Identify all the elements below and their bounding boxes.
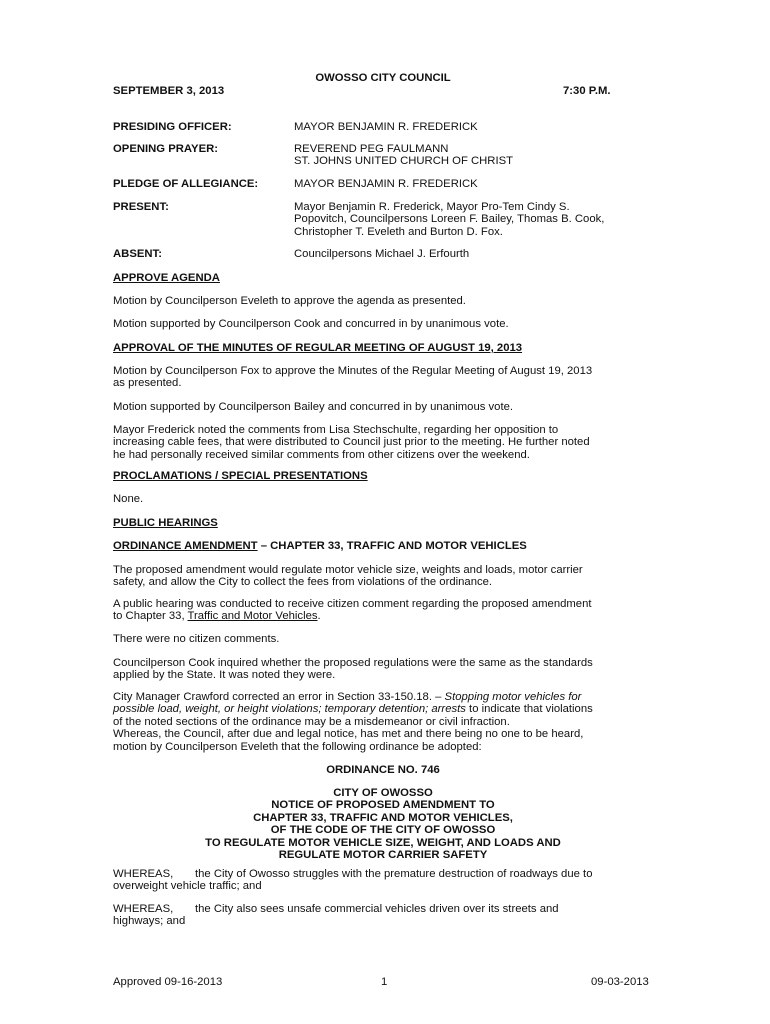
footer-approved: Approved 09-16-2013 — [113, 976, 223, 988]
opening-prayer-value — [294, 143, 654, 168]
text-line: increasing cable fees, that were distributed to Council just prior to the meeting. He further noted — [113, 436, 590, 449]
ordinance-title-line: TO REGULATE MOTOR VEHICLE SIZE, WEIGHT, AND LOADS AND — [205, 836, 561, 849]
agenda-motion: Motion by Councilperson Eveleth to approve the agenda as presented. — [113, 295, 466, 307]
whereas-label: WHEREAS, — [113, 903, 174, 915]
presiding-officer-value: MAYOR BENJAMIN R. FREDERICK — [294, 121, 478, 133]
opening-prayer-line: REVEREND PEG FAULMANN — [294, 143, 449, 155]
text-line — [113, 691, 653, 703]
text-line: overweight vehicle traffic; and — [113, 880, 262, 893]
present-line: Christopher T. Eveleth and Burton D. Fox. — [294, 225, 503, 238]
present-value — [294, 201, 654, 238]
text-line: The proposed amendment would regulate motor vehicle size, weights and loads, motor carrier — [113, 564, 583, 576]
section-title-italic: Stopping motor vehicles for — [444, 691, 582, 703]
public-hearings-heading: PUBLIC HEARINGS — [113, 517, 218, 529]
text-line — [113, 610, 653, 622]
text-line: A public hearing was conducted to receive citizen comment regarding the proposed amendment — [113, 598, 592, 610]
document-title: OWOSSO CITY COUNCIL — [315, 72, 451, 84]
ordinance-amendment-label: ORDINANCE AMENDMENT — [113, 540, 258, 552]
opening-prayer-label: OPENING PRAYER: — [113, 143, 219, 155]
ordinance-amendment-subject: – CHAPTER 33, TRAFFIC AND MOTOR VEHICLES — [257, 540, 527, 552]
minutes-comments — [113, 424, 653, 461]
ordinance-title-line: NOTICE OF PROPOSED AMENDMENT TO — [271, 799, 495, 812]
present-line: Mayor Benjamin R. Frederick, Mayor Pro-Tem Cindy S. — [294, 201, 570, 213]
ordinance-number: ORDINANCE NO. 746 — [326, 764, 440, 776]
text-span: the City also sees unsafe commercial vehicles driven over its streets and — [195, 903, 559, 915]
pledge-label: PLEDGE OF ALLEGIANCE: — [113, 178, 259, 190]
text-line: Motion by Councilperson Fox to approve the Minutes of the Regular Meeting of August 19, 2013 — [113, 365, 593, 377]
text-span: . — [317, 610, 321, 623]
present-line: Popovitch, Councilpersons Loreen F. Bailey, Thomas B. Cook, — [294, 213, 605, 226]
ordinance-title-line: REGULATE MOTOR CARRIER SAFETY — [278, 849, 488, 862]
presiding-officer-label: PRESIDING OFFICER: — [113, 121, 232, 133]
text-line: motion by Councilperson Eveleth that the following ordinance be adopted: — [113, 740, 482, 753]
text-span: the City of Owosso struggles with the premature destruction of roadways due to — [195, 868, 593, 880]
text-line — [113, 868, 653, 880]
absent-label: ABSENT: — [113, 248, 162, 260]
public-hearing-paragraph — [113, 598, 653, 623]
agenda-heading: APPROVE AGENDA — [113, 272, 220, 284]
text-line: Mayor Frederick noted the comments from Lisa Stechschulte, regarding her opposition to — [113, 424, 559, 436]
text-line: he had personally received similar comments from other citizens over the weekend. — [113, 448, 530, 461]
no-comments: There were no citizen comments. — [113, 633, 280, 645]
cook-inquiry — [113, 657, 653, 682]
meeting-date: SEPTEMBER 3, 2013 — [113, 85, 225, 97]
text-line — [113, 903, 653, 915]
proclamations-text: None. — [113, 493, 144, 505]
footer-date: 09-03-2013 — [591, 976, 649, 988]
text-line — [113, 703, 653, 715]
pledge-value: MAYOR BENJAMIN R. FREDERICK — [294, 178, 478, 190]
text-line: Whereas, the Council, after due and legal notice, has met and there being no one to be heard, — [113, 728, 584, 741]
text-line: applied by the State. It was noted they were. — [113, 669, 336, 682]
ordinance-title-block — [113, 787, 653, 861]
text-line: safety, and allow the City to collect the fees from violations of the ordinance. — [113, 576, 493, 589]
amendment-description — [113, 564, 653, 589]
ordinance-title-line: CITY OF OWOSSO — [333, 787, 433, 799]
whereas-clause-1 — [113, 868, 653, 893]
minutes-support: Motion supported by Councilperson Bailey and concurred in by unanimous vote. — [113, 401, 514, 413]
ordinance-title-line: OF THE CODE OF THE CITY OF OWOSSO — [270, 824, 496, 837]
meeting-time: 7:30 P.M. — [563, 85, 611, 97]
text-line: Councilperson Cook inquired whether the proposed regulations were the same as the standards — [113, 657, 593, 669]
opening-prayer-line: ST. JOHNS UNITED CHURCH OF CHRIST — [294, 155, 514, 168]
text-line: highways; and — [113, 915, 186, 928]
ordinance-amendment-heading — [113, 540, 653, 552]
page-number: 1 — [381, 976, 388, 988]
text-line: as presented. — [113, 377, 182, 390]
correction-paragraph — [113, 691, 653, 753]
minutes-motion — [113, 365, 653, 390]
text-span: City Manager Crawford corrected an error in Section 33-150.18. – — [113, 691, 445, 703]
text-line: of the noted sections of the ordinance may be a misdemeanor or civil infraction. — [113, 715, 510, 728]
minutes-heading: APPROVAL OF THE MINUTES OF REGULAR MEETING OF AUGUST 19, 2013 — [113, 342, 523, 354]
text-span: to indicate that violations — [465, 703, 593, 716]
section-title-italic: possible load, weight, or height violations; temporary detention; arrests — [113, 703, 466, 716]
absent-value: Councilpersons Michael J. Erfourth — [294, 248, 470, 260]
text-span: to Chapter 33, — [113, 610, 188, 623]
whereas-clause-2 — [113, 903, 653, 928]
present-label: PRESENT: — [113, 201, 169, 213]
agenda-support: Motion supported by Councilperson Cook and concurred in by unanimous vote. — [113, 318, 509, 330]
whereas-label: WHEREAS, — [113, 868, 174, 880]
ordinance-title-line: CHAPTER 33, TRAFFIC AND MOTOR VEHICLES, — [253, 811, 513, 824]
proclamations-heading: PROCLAMATIONS / SPECIAL PRESENTATIONS — [113, 470, 368, 482]
chapter-reference: Traffic and Motor Vehicles — [187, 610, 318, 623]
